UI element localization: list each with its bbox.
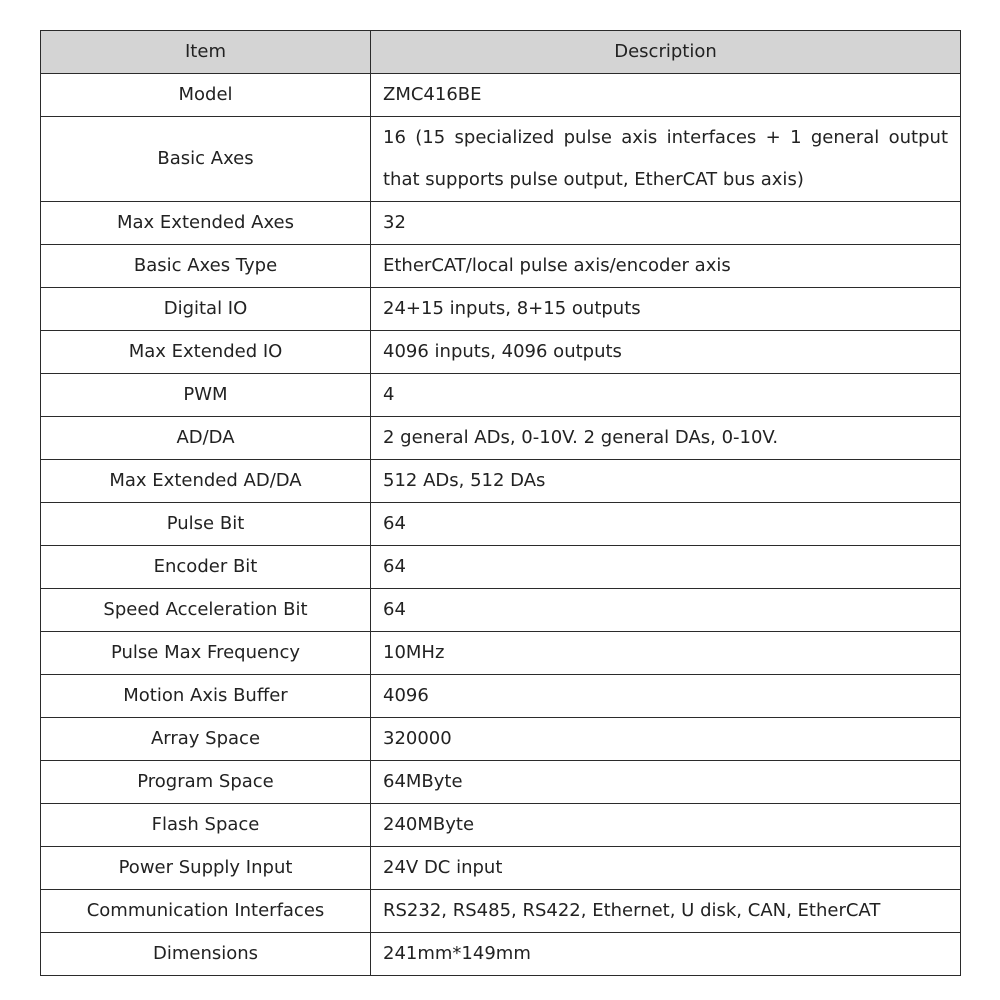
item-cell: Max Extended AD/DA bbox=[41, 460, 371, 503]
table-row bbox=[41, 632, 961, 675]
item-cell: Max Extended Axes bbox=[41, 202, 371, 245]
item-cell: Digital IO bbox=[41, 288, 371, 331]
table-row bbox=[41, 546, 961, 589]
description-cell: 4096 inputs, 4096 outputs bbox=[371, 331, 961, 374]
description-cell: 10MHz bbox=[371, 632, 961, 675]
table-row bbox=[41, 933, 961, 976]
description-cell: 2 general ADs, 0-10V. 2 general DAs, 0-10V. bbox=[371, 417, 961, 460]
table-row bbox=[41, 589, 961, 632]
description-cell: ZMC416BE bbox=[371, 74, 961, 117]
description-cell: 64 bbox=[371, 546, 961, 589]
description-cell: 24+15 inputs, 8+15 outputs bbox=[371, 288, 961, 331]
table-row bbox=[41, 288, 961, 331]
description-cell: RS232, RS485, RS422, Ethernet, U disk, CAN, EtherCAT bbox=[371, 890, 961, 933]
description-cell: 64 bbox=[371, 503, 961, 546]
item-cell: Power Supply Input bbox=[41, 847, 371, 890]
description-cell: 512 ADs, 512 DAs bbox=[371, 460, 961, 503]
table-row bbox=[41, 847, 961, 890]
item-cell: Model bbox=[41, 74, 371, 117]
table-row bbox=[41, 460, 961, 503]
description-cell: 24V DC input bbox=[371, 847, 961, 890]
table-row bbox=[41, 331, 961, 374]
item-cell: Encoder Bit bbox=[41, 546, 371, 589]
description-cell: 16 (15 specialized pulse axis interfaces + 1 general output that supports pulse output, EtherCAT bus axis) bbox=[371, 117, 961, 202]
description-cell: EtherCAT/local pulse axis/encoder axis bbox=[371, 245, 961, 288]
item-cell: Motion Axis Buffer bbox=[41, 675, 371, 718]
table-row bbox=[41, 675, 961, 718]
item-cell: Flash Space bbox=[41, 804, 371, 847]
description-column-header: Description bbox=[371, 31, 961, 74]
table-row bbox=[41, 417, 961, 460]
description-cell: 4096 bbox=[371, 675, 961, 718]
item-cell: AD/DA bbox=[41, 417, 371, 460]
table-row bbox=[41, 761, 961, 804]
item-cell: Speed Acceleration Bit bbox=[41, 589, 371, 632]
description-cell: 320000 bbox=[371, 718, 961, 761]
description-cell: 32 bbox=[371, 202, 961, 245]
header-row bbox=[41, 31, 961, 74]
table-row bbox=[41, 245, 961, 288]
item-cell: Pulse Max Frequency bbox=[41, 632, 371, 675]
item-cell: Program Space bbox=[41, 761, 371, 804]
item-column-header: Item bbox=[41, 31, 371, 74]
table-row bbox=[41, 718, 961, 761]
item-cell: Basic Axes Type bbox=[41, 245, 371, 288]
table-row bbox=[41, 202, 961, 245]
description-cell: 241mm*149mm bbox=[371, 933, 961, 976]
spec-table bbox=[40, 30, 961, 976]
item-cell: Max Extended IO bbox=[41, 331, 371, 374]
item-cell: Communication Interfaces bbox=[41, 890, 371, 933]
description-cell: 64MByte bbox=[371, 761, 961, 804]
item-cell: PWM bbox=[41, 374, 371, 417]
table-row bbox=[41, 374, 961, 417]
item-cell: Pulse Bit bbox=[41, 503, 371, 546]
table-row bbox=[41, 804, 961, 847]
description-cell: 240MByte bbox=[371, 804, 961, 847]
table-row bbox=[41, 890, 961, 933]
table-row bbox=[41, 74, 961, 117]
table-row bbox=[41, 503, 961, 546]
description-cell: 4 bbox=[371, 374, 961, 417]
item-cell: Dimensions bbox=[41, 933, 371, 976]
item-cell: Basic Axes bbox=[41, 117, 371, 202]
description-cell: 64 bbox=[371, 589, 961, 632]
table-row bbox=[41, 117, 961, 202]
item-cell: Array Space bbox=[41, 718, 371, 761]
